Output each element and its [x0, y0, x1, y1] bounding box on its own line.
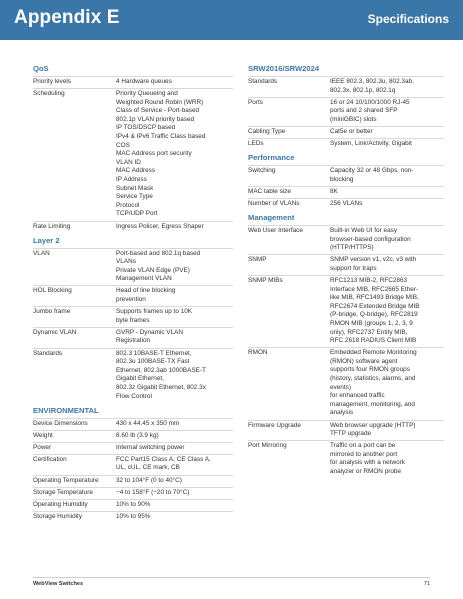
spec-value [330, 256, 444, 273]
spec-value-line: MAC Address [116, 167, 156, 175]
spec-label: Rate Limiting [33, 222, 71, 230]
spec-row [248, 165, 444, 186]
spec-value-line: Ethernet, 802.3ab 1000BASE-T [116, 366, 206, 374]
spec-value-line: byte frames [116, 316, 150, 324]
spec-value-line: −4 to 158°F (−20 to 70°C) [116, 488, 190, 496]
spec-value-line: Head of line blocking [116, 287, 176, 295]
spec-label: VLAN [33, 249, 50, 257]
spec-value [330, 422, 444, 439]
spec-label: MAC table size [248, 187, 291, 195]
spec-row [248, 275, 444, 347]
spec-label: Ports [248, 98, 263, 106]
spec-label: Switching [248, 167, 276, 175]
spec-value-line: Port-based and 802.1q based [116, 249, 201, 257]
spec-value-line: (history, statistics, alarms, and [330, 375, 416, 383]
spec-value-line: SNMP version v1, v2c, v3 with [330, 256, 417, 264]
page-number: 71 [423, 581, 430, 587]
spec-row [33, 499, 233, 511]
spec-label: SNMP MIBs [248, 277, 283, 284]
spec-value [116, 329, 232, 346]
spec-label: Operating Temperature [33, 476, 99, 484]
spec-label: Cabling Type [248, 127, 286, 135]
spec-value-line: Capacity 32 or 48 Gbps, non- [330, 167, 414, 175]
spec-value-line: TFTP upgrade [330, 430, 372, 438]
spec-value-line: (HTTP/HTTPS) [330, 244, 374, 252]
spec-value-line: 4 Hardware queues [116, 78, 172, 85]
spec-value-line: only), RFC2737 Entity MIB, [330, 328, 408, 336]
section-heading: QoS [33, 64, 49, 73]
spec-value-line: Web browser upgrade (HTTP) [330, 421, 416, 429]
left-column [33, 62, 233, 523]
spec-value-line: MAC Address port security [116, 150, 192, 158]
spec-value [116, 489, 232, 498]
spec-value [116, 420, 232, 429]
spec-value-line: (P-bridge, Q-bridge), RFC2819 [330, 311, 418, 319]
spec-value-line: 8.60 lb (3.9 kg) [116, 431, 159, 439]
spec-row [248, 440, 444, 478]
spec-label: Standards [248, 78, 278, 85]
spec-value-line: 10% to 95% [116, 512, 151, 520]
spec-value-line: mirrored to another port [330, 450, 398, 458]
spec-value-line: Registration [116, 337, 151, 345]
spec-value-line: supports four RMON groups [330, 366, 410, 374]
page-footer [33, 577, 430, 587]
spec-row [248, 420, 444, 441]
spec-label: LEDs [248, 140, 264, 148]
spec-label: Scheduling [33, 90, 65, 98]
spec-row [248, 76, 444, 97]
spec-row [33, 348, 233, 403]
spec-row [248, 97, 444, 126]
spec-value-line: Subnet Mask [116, 184, 154, 192]
spec-value [330, 140, 444, 149]
spec-value [330, 188, 444, 197]
spec-value-line: Service Type [116, 193, 153, 201]
spec-row [33, 327, 233, 348]
spec-value-line: ports and 2 shared SFP [330, 107, 398, 115]
spec-row [248, 254, 444, 275]
section-heading: Layer 2 [33, 235, 60, 245]
spec-value [116, 78, 232, 87]
spec-row [33, 487, 233, 499]
spec-row [248, 126, 444, 138]
spec-value [116, 223, 232, 232]
spec-value-line: events) [330, 383, 351, 391]
spec-value-line: Private VLAN Edge (PVE) [116, 266, 190, 274]
spec-value-line: 10% to 90% [116, 500, 151, 508]
spec-value-line: Management VLAN [116, 275, 172, 283]
spec-value [116, 90, 232, 219]
spec-label: Storage Humidity [33, 512, 83, 520]
right-column [248, 62, 444, 478]
spec-value [116, 350, 232, 402]
spec-value-line: Ingress Policer, Egress Shaper [116, 222, 204, 230]
spec-value-line: Cat5e or better [330, 127, 373, 135]
spec-value-line: management, monitoring, and [330, 400, 415, 408]
spec-label: Port Mirroring [248, 442, 287, 450]
spec-value-line: (miniGBIC) slots [330, 115, 377, 123]
spec-value [116, 250, 232, 284]
spec-value-line: Gigabit Ethernet, [116, 375, 164, 383]
spec-value-line: for enhanced traffic [330, 392, 385, 400]
spec-value-line: Protocol [116, 201, 140, 209]
spec-label: Device Dimensions [33, 419, 88, 427]
spec-row [33, 454, 233, 475]
spec-value-line: 256 VLANs [330, 199, 363, 207]
spec-row [33, 442, 233, 454]
spec-value-line: 802.3 10BASE-T Ethernet, [116, 349, 192, 357]
spec-value [330, 349, 444, 418]
spec-value-line: IP Address [116, 176, 147, 184]
footer-product-name: WebView Switches [33, 581, 84, 587]
spec-value-line: 32 to 104°F (0 to 40°C) [116, 476, 182, 484]
spec-value-line: RFC1213 MIB-2, RFC2863 [330, 277, 408, 284]
spec-value-line: Traffic on a port can be [330, 442, 396, 450]
spec-value-line: COS [116, 141, 130, 149]
spec-label: Storage Temperature [33, 488, 93, 496]
spec-value-line: blocking [330, 175, 354, 183]
spec-value-line: 430 x 44.45 x 350 mm [116, 419, 180, 427]
spec-label: SNMP [248, 256, 267, 264]
spec-value-line: 802.3u 100BASE-TX Fast [116, 358, 190, 366]
spec-row [33, 76, 233, 88]
spec-row [33, 306, 233, 327]
spec-value-line: IPv4 & IPv6 Traffic Class based [116, 133, 206, 141]
spec-value [330, 167, 444, 184]
spec-row [33, 248, 233, 286]
spec-value [330, 99, 444, 125]
spec-value-line: UL, cUL, CE mark, CB [116, 464, 180, 472]
spec-label: Jumbo frame [33, 308, 71, 316]
spec-row [33, 475, 233, 487]
spec-label: HOL Blocking [33, 287, 72, 295]
spec-value-line: GVRP - Dynamic VLAN [116, 328, 184, 336]
spec-value-line: prevention [116, 296, 146, 304]
spec-value-line: FCC Part15 Class A, CE Class A, [116, 455, 211, 463]
spec-label: Number of VLANs [248, 199, 300, 207]
spec-value [116, 432, 232, 441]
spec-value-line: RFC2674 Extended Bridge MIB [330, 302, 420, 310]
spec-value-line: Flow Control [116, 392, 152, 400]
spec-value-line: (RMON) software agent [330, 357, 398, 365]
spec-row [248, 138, 444, 150]
spec-row [33, 418, 233, 430]
page-header-bar [0, 0, 463, 40]
spec-value-line: TCP/UDP Port [116, 210, 158, 218]
spec-label: Certification [33, 455, 67, 463]
section-heading: SRW2016/SRW2024 [248, 64, 320, 73]
spec-value-line: 802.3z Gigabit Ethernet, 802.3x [116, 383, 206, 391]
spec-value [116, 477, 232, 486]
spec-row [248, 198, 444, 210]
section-heading: ENVIRONMENTAL [33, 405, 99, 415]
spec-row [248, 225, 444, 254]
spec-label: Power [33, 443, 52, 451]
spec-value [330, 277, 444, 346]
spec-label: Standards [33, 349, 63, 357]
spec-value-line: Interface MIB, RFC2665 Ether- [330, 285, 419, 293]
spec-value-line: 802.1p VLAN priority based [116, 115, 195, 123]
spec-label: Weight [33, 431, 53, 439]
spec-value-line: analyzer or RMON probe [330, 467, 402, 475]
spec-row [33, 430, 233, 442]
spec-value [116, 513, 232, 522]
spec-value-line: VLANs [116, 258, 136, 266]
spec-value-line: 802.3x, 802.1p, 802.1q [330, 86, 396, 94]
section-title: Specifications [367, 12, 449, 26]
spec-value-line: System, Link/Activity, Gigabit [330, 140, 412, 148]
spec-value-line: like MIB, RFC1493 Bridge MIB, [330, 294, 419, 302]
spec-label: Priority levels [33, 78, 71, 85]
spec-value [330, 227, 444, 253]
spec-row [248, 347, 444, 419]
spec-row [33, 511, 233, 523]
spec-label: Operating Humidity [33, 500, 88, 508]
spec-value [330, 200, 444, 209]
spec-value-line: Supports frames up to 10K [116, 308, 193, 316]
spec-value-line: IEEE 802.3, 802.3u, 802.3ab, [330, 78, 414, 85]
spec-label: Web User Interface [248, 227, 303, 235]
spec-value-line: browser-based configuration [330, 235, 411, 243]
spec-row [33, 285, 233, 306]
spec-value-line: support for traps [330, 264, 377, 272]
spec-row [33, 221, 233, 233]
spec-value-line: Built-in Web UI for easy [330, 227, 398, 235]
spec-row [248, 186, 444, 198]
spec-value [330, 442, 444, 476]
spec-value-line: Internal switching power [116, 443, 185, 451]
spec-value [116, 501, 232, 510]
spec-value-line: analysis [330, 409, 354, 417]
spec-row [33, 88, 233, 220]
spec-value-line: Priority Queueing and [116, 90, 178, 98]
spec-label: Dynamic VLAN [33, 328, 77, 336]
spec-value-line: Class of Service - Port-based [116, 107, 200, 115]
spec-value [330, 78, 444, 95]
spec-value [116, 444, 232, 453]
spec-value-line: for analysis with a network [330, 459, 405, 467]
spec-value-line: 16 or 24 10/100/1000 RJ-45 [330, 98, 410, 106]
spec-value-line: 8K [330, 187, 338, 195]
spec-label: RMON [248, 349, 268, 357]
spec-value-line: Weighted Round Robin (WRR) [116, 98, 204, 106]
spec-value [116, 456, 232, 473]
spec-value-line: Embedded Remote Monitoring [330, 349, 417, 357]
section-heading: Management [248, 213, 295, 223]
spec-value-line: RMON MIB (groups 1, 2, 3, 9 [330, 319, 413, 327]
spec-value-line: VLAN ID [116, 158, 141, 166]
spec-value-line: RFC 2618 RADIUS Client MIB [330, 337, 417, 345]
spec-value [116, 308, 232, 325]
spec-value [330, 128, 444, 137]
appendix-title: Appendix E [14, 7, 120, 28]
spec-value [116, 287, 232, 304]
section-heading: Performance [248, 153, 295, 163]
spec-label: Firmware Upgrade [248, 421, 301, 429]
spec-value-line: IP TOS/DSCP based [116, 124, 176, 132]
